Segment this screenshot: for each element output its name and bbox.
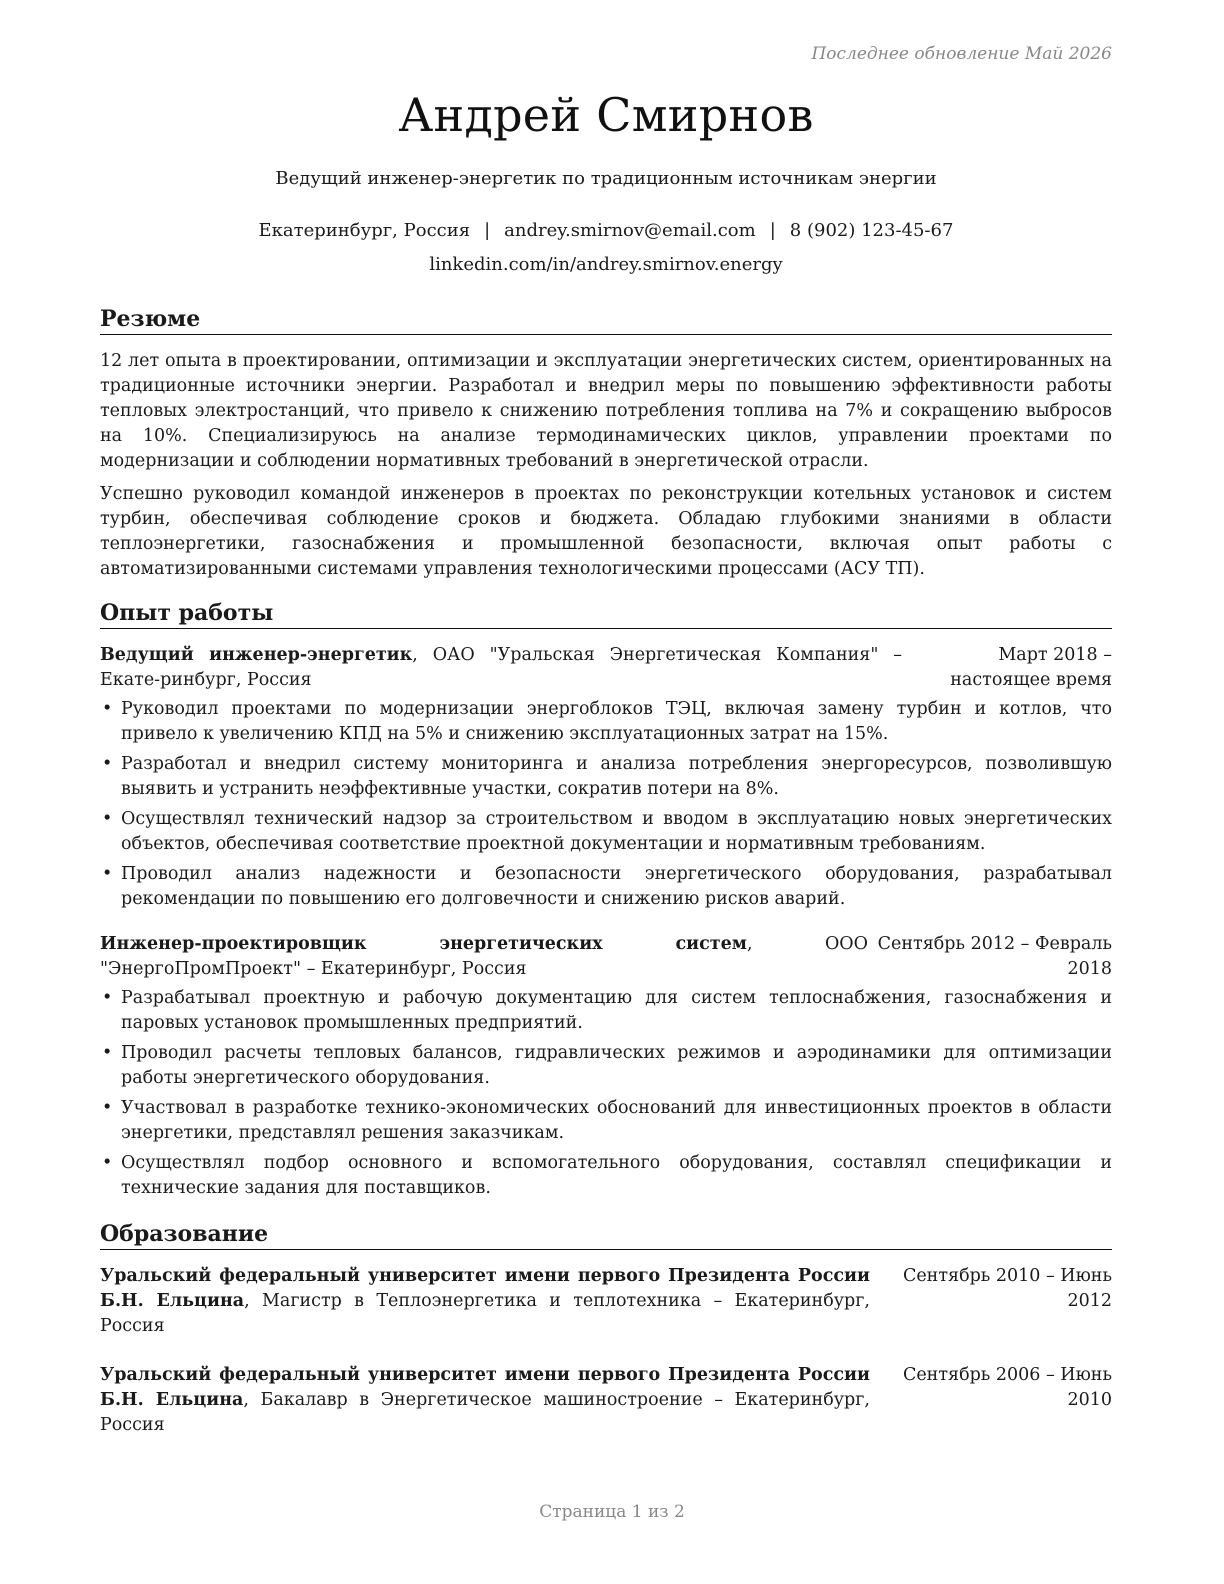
- list-item: • Проводил анализ надежности и безопасности энергетического оборудования, разрабатывал рекомендации по повышению его долговечности и снижению рисков аварий.: [100, 862, 1112, 912]
- list-item: • Разрабатывал проектную и рабочую документацию для систем теплоснабжения, газоснабжения и паровых установок промышленных предприятий.: [100, 986, 1112, 1036]
- job-title: Ведущий инженер-энергетик по традиционным источникам энергии: [275, 168, 937, 189]
- education-dates: Сентябрь 2006 – Июнь 2010: [902, 1365, 1112, 1410]
- education-dates: Сентябрь 2010 – Июнь 2012: [902, 1266, 1112, 1311]
- separator: |: [484, 220, 491, 241]
- summary-paragraph: Успешно руководил командой инженеров в проектах по реконструкции котельных установок и систем турбин, обеспечивая соблюдение сроков и бюджета. Обладаю глубокими знаниями в области теплоэнергетики, газоснабжения и промышленной безопасности, включая опыт работы с автоматизированными системами управления технологическими процессами (АСУ ТП).: [100, 484, 1112, 579]
- separator: |: [769, 220, 776, 241]
- job-company: , ООО "ЭнергоПромПроект" – Екатеринбург, Россия: [100, 934, 868, 979]
- linkedin-link[interactable]: linkedin.com/in/andrey.smirnov.energy: [429, 254, 783, 275]
- location: Екатеринбург, Россия: [258, 220, 471, 241]
- list-item: • Руководил проектами по модернизации энергоблоков ТЭЦ, включая замену турбин и котлов, что привело к увеличению КПД на 5% и снижению эксплуатационных затрат на 15%.: [100, 697, 1112, 747]
- education-section: [100, 1220, 1112, 1438]
- last-updated: Последнее обновление Май 2026: [811, 44, 1112, 64]
- list-item: • Осуществлял подбор основного и вспомогательного оборудования, составлял спецификации и технические задания для поставщиков.: [100, 1151, 1112, 1201]
- section-title-education: Образование: [100, 1220, 1112, 1250]
- degree-detail: , Бакалавр в Энергетическое машиностроение – Екатеринбург, Россия: [100, 1390, 870, 1435]
- education-entry: [100, 1264, 1112, 1339]
- job-role: Ведущий инженер-энергетик: [100, 645, 413, 665]
- education-entry: [100, 1363, 1112, 1438]
- job-bullets: [100, 986, 1112, 1201]
- list-item: • Осуществлял технический надзор за строительством и вводом в эксплуатацию новых энергетических объектов, обеспечивая соответствие проектной документации и нормативным требованиям.: [100, 807, 1112, 857]
- school-name: Уральский федеральный университет имени первого Президента России Б.Н. Ельцина: [100, 1266, 870, 1311]
- list-item: • Участвовал в разработке технико-экономических обоснований для инвестиционных проектов в области энергетики, представлял решения заказчикам.: [100, 1096, 1112, 1146]
- section-title-summary: Резюме: [100, 305, 1112, 335]
- school-name: Уральский федеральный университет имени первого Президента России Б.Н. Ельцина: [100, 1365, 870, 1410]
- list-item: • Разработал и внедрил систему мониторинга и анализа потребления энергоресурсов, позволившую выявить и устранить неэффективные участки, сократив потери на 8%.: [100, 752, 1112, 802]
- phone: 8 (902) 123-45-67: [789, 220, 954, 241]
- job-dates: Март 2018 – настоящее время: [950, 645, 1112, 690]
- job-role: Инженер-проектировщик энергетических систем: [100, 934, 747, 954]
- section-title-experience: Опыт работы: [100, 599, 1112, 629]
- candidate-name: Андрей Смирнов: [398, 88, 814, 142]
- email-link[interactable]: andrey.smirnov@email.com: [504, 220, 756, 241]
- job-dates: Сентябрь 2012 – Февраль 2018: [877, 934, 1112, 979]
- page-number: Страница 1 из 2: [539, 1502, 685, 1522]
- job-entry: [100, 643, 1112, 912]
- list-item: • Проводил расчеты тепловых балансов, гидравлических режимов и аэродинамики для оптимизации работы энергетического оборудования.: [100, 1041, 1112, 1091]
- summary-section: [100, 305, 1112, 582]
- degree-detail: , Магистр в Теплоэнергетика и теплотехника – Екатеринбург, Россия: [100, 1291, 870, 1336]
- experience-section: [100, 599, 1112, 1206]
- summary-paragraph: 12 лет опыта в проектировании, оптимизации и эксплуатации энергетических систем, ориентированных на традиционные источники энергии. Разработал и внедрил меры по повышению эффективности работы тепловых электростанций, что привело к снижению потребления топлива на 7% и сокращению выбросов на 10%. Специализируюсь на анализе термодинамических циклов, управлении проектами по модернизации и соблюдении нормативных требований в энергетической отрасли.: [100, 351, 1112, 471]
- job-entry: [100, 932, 1112, 1201]
- contact-line: [100, 220, 1112, 241]
- job-company: , ОАО "Уральская Энергетическая Компания" – Екате-ринбург, Россия: [100, 645, 902, 690]
- job-bullets: [100, 697, 1112, 912]
